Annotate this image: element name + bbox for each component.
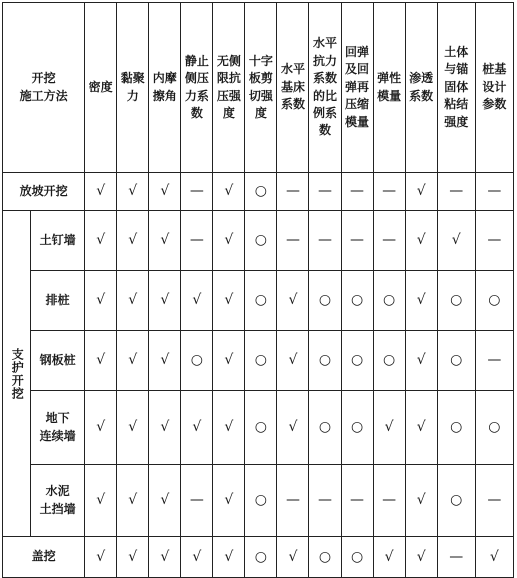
- table-cell: ○: [341, 331, 373, 391]
- table-cell: √: [181, 391, 213, 465]
- table-cell: √: [213, 331, 245, 391]
- table-cell: ○: [181, 331, 213, 391]
- table-cell: √: [277, 537, 309, 578]
- table-cell: ○: [341, 391, 373, 465]
- table-cell: √: [117, 331, 149, 391]
- table-cell: ○: [373, 331, 405, 391]
- table-cell: —: [309, 211, 341, 271]
- table-cell: —: [341, 173, 373, 211]
- header-row: [3, 3, 514, 173]
- param-header-rebound-modulus: 回弹 及回 弹再 压缩 模量: [341, 3, 373, 173]
- table-cell: ○: [245, 271, 277, 331]
- param-header-vane-shear-strength: 十字 板剪 切强 度: [245, 3, 277, 173]
- table-cell: —: [373, 211, 405, 271]
- table-cell: ○: [245, 537, 277, 578]
- table-cell: ○: [475, 391, 513, 465]
- table-cell: ○: [309, 271, 341, 331]
- method-label: 钢板桩: [31, 331, 85, 391]
- table-cell: ○: [437, 465, 475, 537]
- table-cell: —: [475, 173, 513, 211]
- table-cell: √: [277, 331, 309, 391]
- table-cell: √: [373, 391, 405, 465]
- table-row: [3, 391, 514, 465]
- parameter-table: [2, 2, 514, 578]
- method-label: 放坡开挖: [3, 173, 85, 211]
- table-cell: √: [373, 537, 405, 578]
- table-row: [3, 331, 514, 391]
- table-cell: √: [213, 173, 245, 211]
- table-row: [3, 211, 514, 271]
- table-cell: √: [149, 465, 181, 537]
- table-cell: ○: [475, 271, 513, 331]
- table-cell: —: [309, 465, 341, 537]
- table-cell: —: [475, 331, 513, 391]
- table-cell: ○: [245, 465, 277, 537]
- table-cell: —: [475, 211, 513, 271]
- table-cell: √: [405, 465, 437, 537]
- table-cell: ○: [437, 331, 475, 391]
- table-cell: ○: [437, 271, 475, 331]
- table-cell: ○: [309, 331, 341, 391]
- param-header-pile-design-params: 桩基 设计 参数: [475, 3, 513, 173]
- table-cell: —: [309, 173, 341, 211]
- table-cell: ○: [437, 391, 475, 465]
- table-cell: √: [85, 537, 117, 578]
- table-cell: √: [437, 211, 475, 271]
- table-cell: —: [181, 173, 213, 211]
- param-header-anchor-bond-strength: 土体 与锚 固体 粘结 强度: [437, 3, 475, 173]
- table-cell: √: [149, 173, 181, 211]
- table-cell: —: [277, 465, 309, 537]
- table-cell: —: [373, 465, 405, 537]
- table-cell: √: [117, 537, 149, 578]
- table-cell: —: [341, 211, 373, 271]
- param-header-horizontal-subgrade-coef: 水平 基床 系数: [277, 3, 309, 173]
- param-header-elastic-modulus: 弹性 模量: [373, 3, 405, 173]
- table-cell: √: [85, 465, 117, 537]
- table-cell: √: [213, 465, 245, 537]
- method-label: 排桩: [31, 271, 85, 331]
- table-cell: √: [117, 271, 149, 331]
- param-header-static-lateral-pressure-coef: 静止 侧压 力系 数: [181, 3, 213, 173]
- table-cell: √: [277, 391, 309, 465]
- table-cell: —: [437, 537, 475, 578]
- table-cell: ○: [245, 173, 277, 211]
- table-cell: ○: [245, 331, 277, 391]
- table-cell: √: [85, 173, 117, 211]
- table-cell: √: [213, 271, 245, 331]
- table-cell: √: [149, 331, 181, 391]
- table-cell: √: [149, 271, 181, 331]
- table-cell: √: [85, 271, 117, 331]
- table-cell: √: [149, 211, 181, 271]
- table-cell: √: [213, 211, 245, 271]
- table-cell: √: [117, 211, 149, 271]
- table-cell: √: [85, 331, 117, 391]
- table-cell: ○: [341, 537, 373, 578]
- table-cell: √: [181, 271, 213, 331]
- table-cell: —: [437, 173, 475, 211]
- table-cell: —: [341, 465, 373, 537]
- table-cell: ○: [309, 391, 341, 465]
- table-cell: ○: [341, 271, 373, 331]
- table-row: [3, 537, 514, 578]
- table-cell: ○: [373, 271, 405, 331]
- table-cell: ○: [245, 391, 277, 465]
- param-header-friction-angle: 内摩 擦角: [149, 3, 181, 173]
- table-cell: √: [149, 391, 181, 465]
- table-cell: √: [117, 391, 149, 465]
- table-cell: √: [213, 537, 245, 578]
- table-row: [3, 271, 514, 331]
- table-cell: √: [213, 391, 245, 465]
- table-cell: √: [85, 211, 117, 271]
- table-cell: √: [405, 537, 437, 578]
- param-header-unconfined-strength: 无侧 限抗 压强 度: [213, 3, 245, 173]
- table-cell: √: [405, 211, 437, 271]
- table-cell: √: [475, 537, 513, 578]
- table-cell: —: [277, 173, 309, 211]
- table-cell: √: [181, 537, 213, 578]
- table-cell: —: [181, 211, 213, 271]
- table-row: [3, 173, 514, 211]
- table-row: [3, 465, 514, 537]
- param-header-permeability: 渗透 系数: [405, 3, 437, 173]
- table-cell: —: [373, 173, 405, 211]
- table-cell: —: [277, 211, 309, 271]
- method-label: 土钉墙: [31, 211, 85, 271]
- table-cell: √: [405, 271, 437, 331]
- method-label: 盖挖: [3, 537, 85, 578]
- table-cell: √: [405, 331, 437, 391]
- param-header-cohesion: 黏聚 力: [117, 3, 149, 173]
- table-cell: ○: [245, 211, 277, 271]
- method-column-header: 开挖 施工方法: [3, 3, 85, 173]
- method-label: 水泥 土挡墙: [31, 465, 85, 537]
- table-cell: √: [117, 465, 149, 537]
- table-cell: √: [405, 173, 437, 211]
- group-label-support-excavation: 支护开挖: [3, 211, 31, 537]
- method-label: 地下 连续墙: [31, 391, 85, 465]
- table-cell: √: [149, 537, 181, 578]
- table-cell: √: [405, 391, 437, 465]
- table-cell: √: [117, 173, 149, 211]
- param-header-horizontal-resistance-coef: 水平 抗力 系数 的比 例系 数: [309, 3, 341, 173]
- table-cell: √: [277, 271, 309, 331]
- table-body: [3, 173, 514, 578]
- table-cell: ○: [309, 537, 341, 578]
- param-header-density: 密度: [85, 3, 117, 173]
- table-cell: —: [475, 465, 513, 537]
- table-cell: —: [181, 465, 213, 537]
- table-cell: √: [85, 391, 117, 465]
